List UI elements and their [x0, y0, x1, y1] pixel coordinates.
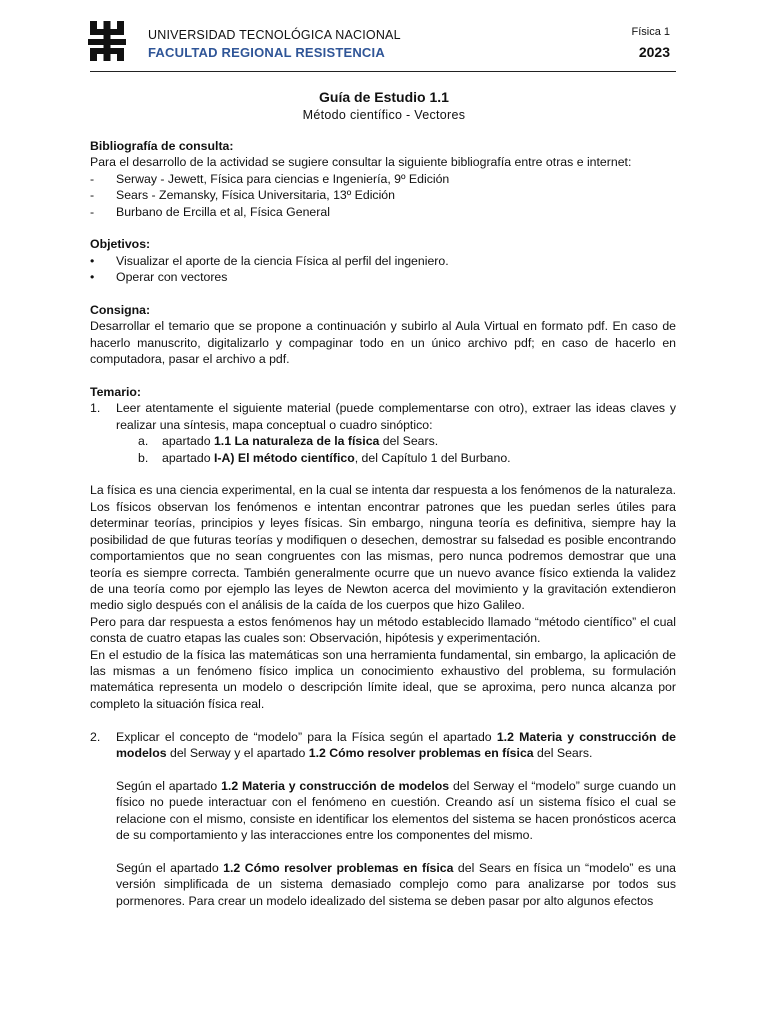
header-divider	[90, 71, 676, 72]
utn-logo-icon	[88, 20, 126, 62]
subject-label: Física 1	[631, 26, 670, 38]
syllabus-item-1: 1. Leer atentamente el siguiente material (puede complementarse con otro), extraer las ideas claves y realizar una síntesis, mapa conceptual o cuadro sinóptico:	[90, 401, 676, 432]
objectives-heading: Objetivos:	[90, 237, 151, 252]
bibliography-intro: Para el desarrollo de la actividad se sugiere consultar la siguiente bibliografía entre otras e internet:	[90, 155, 632, 170]
paragraph: En el estudio de la física las matemáticas son una herramienta fundamental, sin embargo, la aplicación de las mismas a un fenómeno físico implica un conocimiento exhaustivo del problema, su formulación matemática representa un modelo o descripción límite ideal, que se aproxima, pero nunca alcanza por completo la situación física real.	[90, 647, 676, 711]
syllabus-heading: Temario:	[90, 385, 142, 400]
paragraph: Pero para dar respuesta a estos fenómenos hay un método establecido llamado “método científico” el cual consta de cuatro etapas las cuales son: Observación, hipótesis y experimentación.	[90, 614, 676, 646]
list-item: - Burbano de Ercilla et al, Física General	[90, 204, 330, 219]
faculty-name: FACULTAD REGIONAL RESISTENCIA	[148, 45, 385, 60]
year-label: 2023	[638, 44, 670, 60]
list-item: • Operar con vectores	[90, 270, 228, 285]
page-subtitle: Método científico - Vectores	[302, 108, 466, 122]
assignment-text: Desarrollar el temario que se propone a continuación y subirlo al Aula Virtual en formato pdf. En caso de hacerlo manuscrito, digitalizarlo y compaginar todo en un único archivo pdf; en caso de hacerlo en computadora, pasar el archivo a pdf.	[90, 319, 676, 367]
list-item: • Visualizar el aporte de la ciencia Física al perfil del ingeniero.	[90, 253, 449, 268]
paragraph: La física es una ciencia experimental, en la cual se intenta dar respuesta a los fenómenos de la naturaleza. Los físicos observan los fenómenos e intentan encontrar patrones que les puedan serles útiles para determinar teorías, principios y leyes físicas. Sin embargo, ninguna teoría es definitiva, siempre hay la posibilidad de que futuras teorías y modifiquen o desechen, demostrar su falsedad es posible encontrando comportamientos que no sean congruentes con las mismas, pero nunca podremos demostrar que una teoría es siempre correcta. También generalmente ocurre que un nuevo avance físico extienda la validez de una teoría como por ejemplo las leyes de Newton acerca del movimiento y la gravitación extendieron medio siglo después con el análisis de la caída de los cuerpos que hizo Galileo.	[90, 483, 676, 613]
syllabus-subitem-b: b. apartado I-A) El método científico, del Capítulo 1 del Burbano.	[138, 450, 511, 465]
page-title: Guía de Estudio 1.1	[319, 89, 449, 105]
syllabus-item-2: 2. Explicar el concepto de “modelo” para la Física según el apartado 1.2 Materia y construcción de modelos del Serway y el apartado 1.2 Cómo resolver problemas en física del Sears.	[90, 729, 677, 760]
list-item: - Sears - Zemansky, Física Universitaria, 13º Edición	[90, 188, 395, 203]
university-name: UNIVERSIDAD TECNOLÓGICA NACIONAL	[148, 28, 401, 42]
assignment-heading: Consigna:	[90, 303, 151, 318]
answer-paragraph-2: Según el apartado 1.2 Cómo resolver problemas en física del Sears en física un “modelo” es una versión simplificada de un sistema demasiado complejo como para analizarse por todos sus pormenores. Para crear un modelo idealizado del sistema se deben pasar por alto algunos efectos	[116, 860, 676, 908]
list-item: - Serway - Jewett, Física para ciencias e Ingeniería, 9º Edición	[90, 171, 450, 186]
bullet-icon: •	[90, 270, 95, 285]
syllabus-subitem-a: a. apartado 1.1 La naturaleza de la física del Sears.	[138, 434, 439, 449]
document-body	[90, 138, 676, 909]
answer-paragraph-1: Según el apartado 1.2 Materia y construcción de modelos del Serway el “modelo” surge cuando un físico no puede interactuar con el fenómeno en cuestión. Creando así un sistema físico el cual se relacione con el mismo, consiste en identificar los elementos del sistema se hacen pronósticos acerca de su comportamiento y las interacciones entre los componentes del mismo.	[116, 778, 676, 842]
bullet-icon: •	[90, 253, 95, 268]
bibliography-heading: Bibliografía de consulta:	[90, 139, 234, 153]
